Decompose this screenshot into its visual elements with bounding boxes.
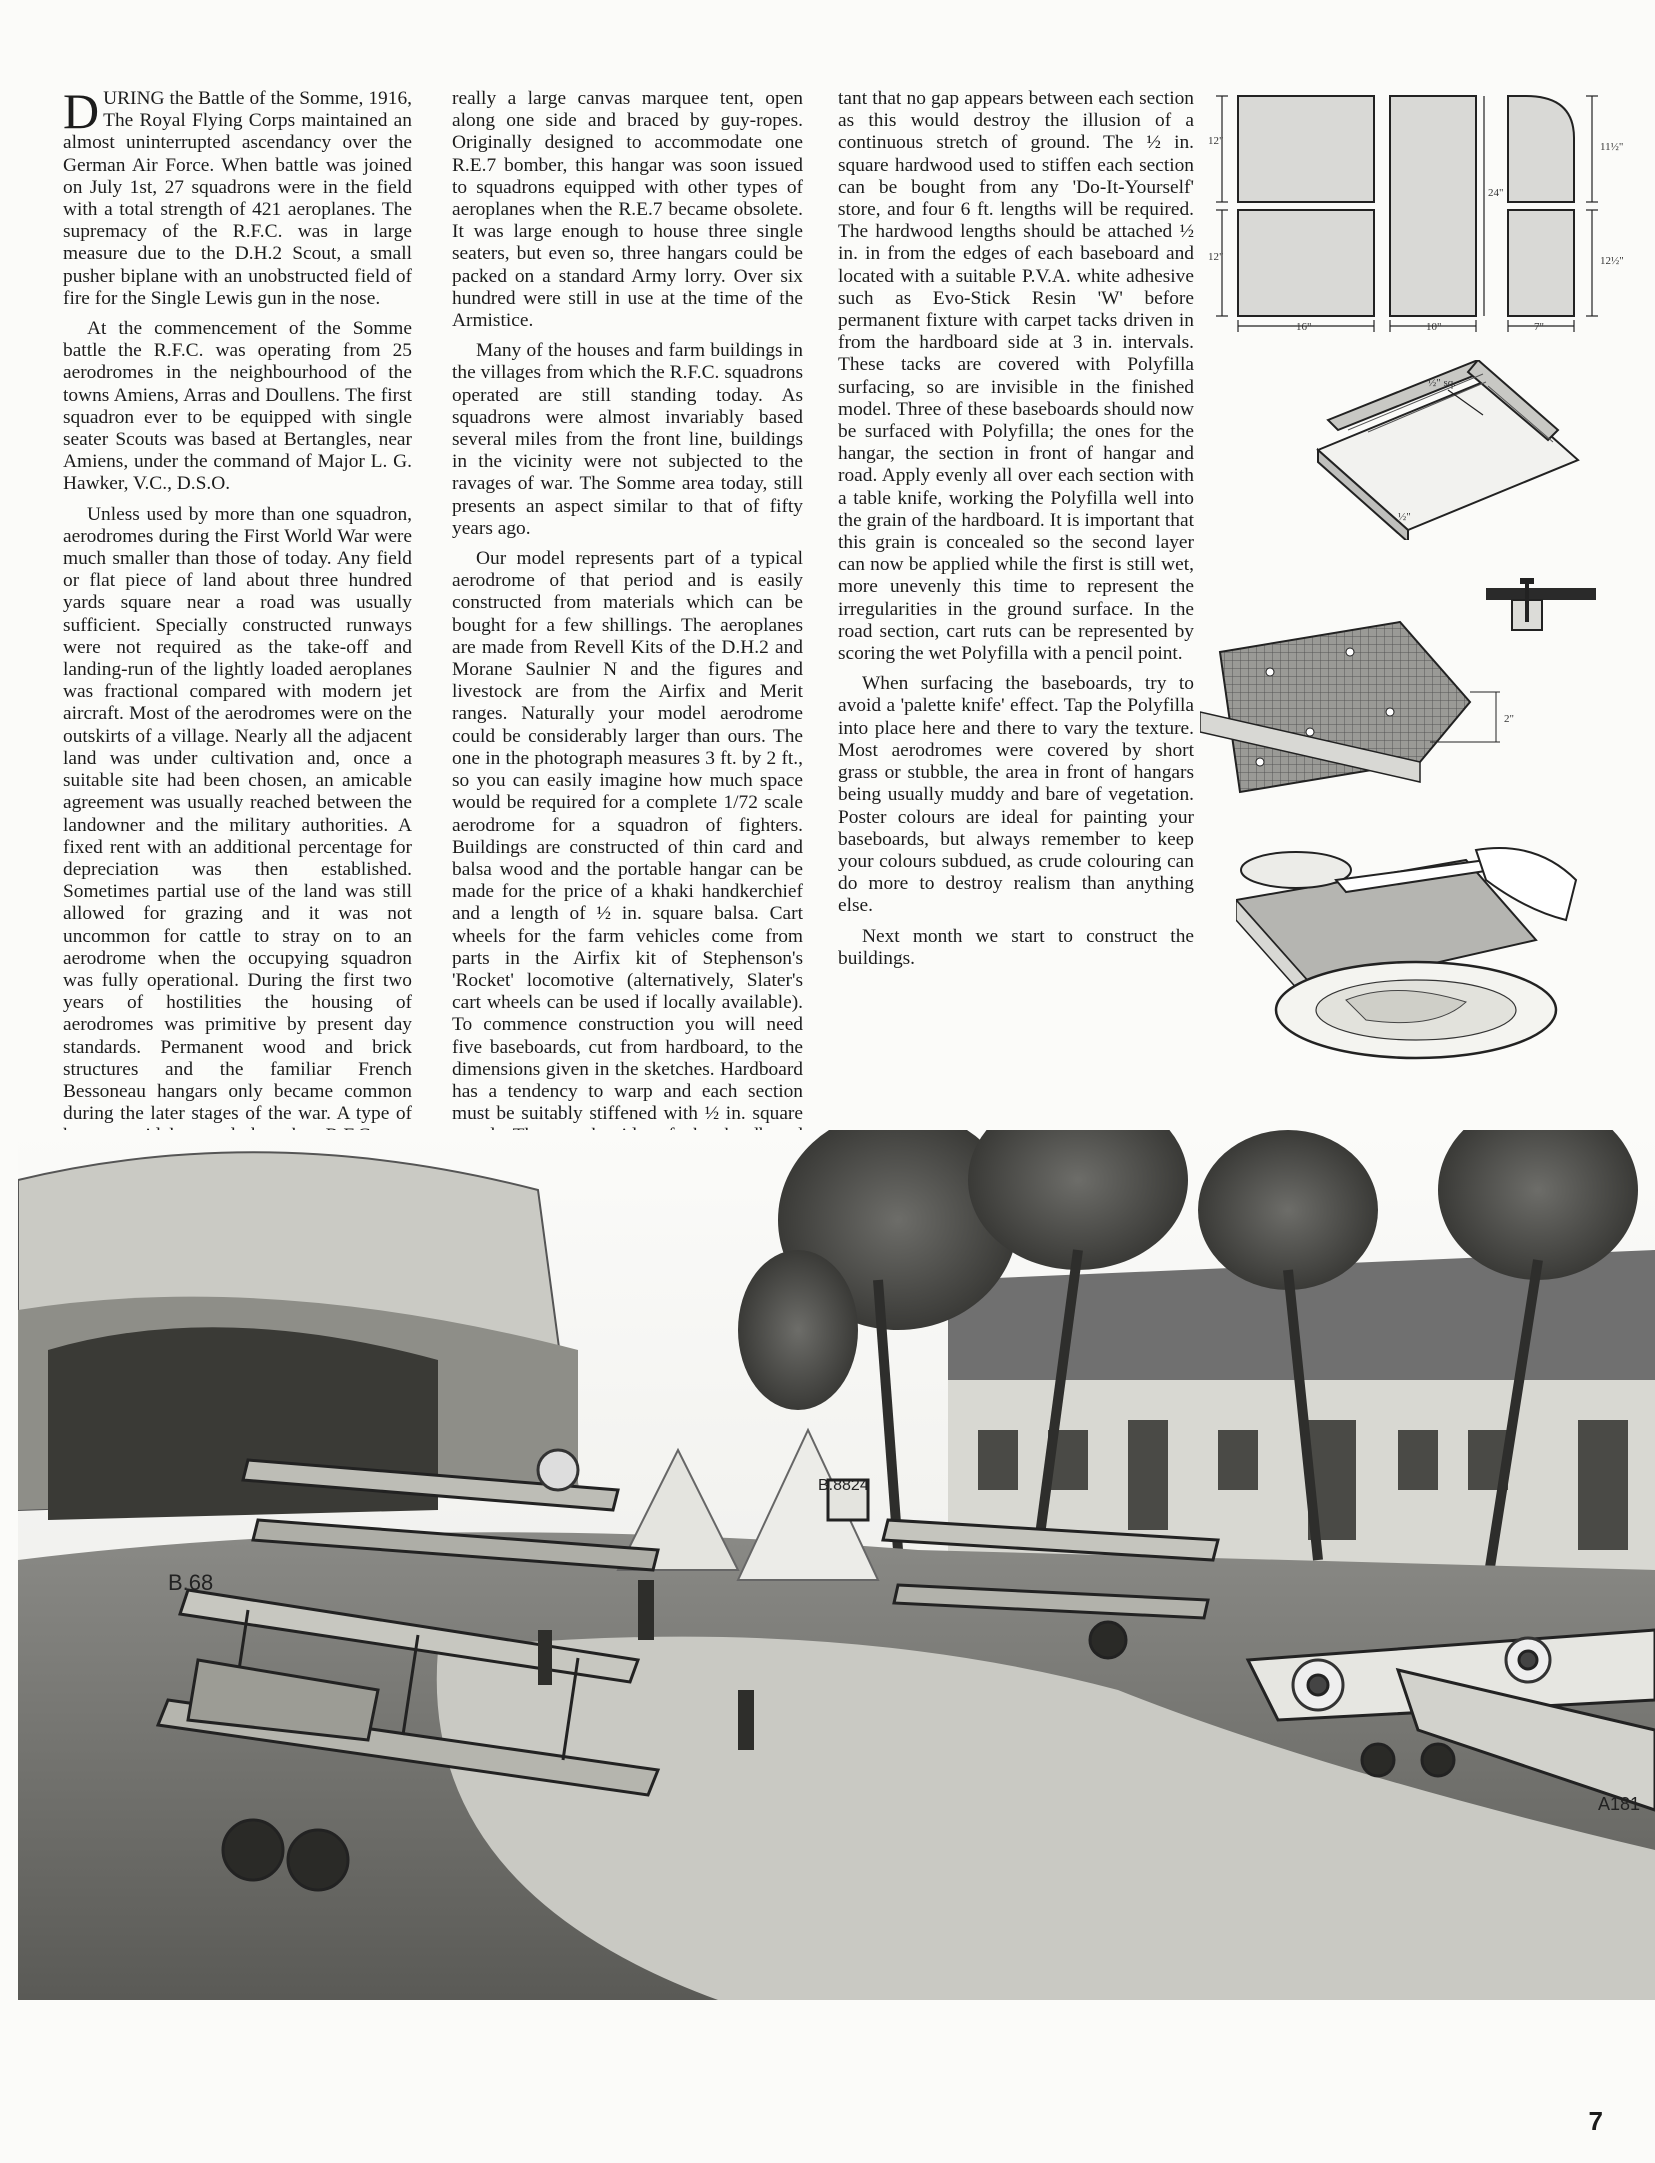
aircraft-serial: A181 — [1598, 1794, 1641, 1814]
drop-cap: D — [63, 83, 100, 139]
dimension-label: 11½" — [1600, 141, 1624, 153]
article-paragraph: really a large canvas marquee tent, open along one side and braced by guy-ropes. Originally designed to accommodate one R.E.7 bomber, this hangar was soon issued to squadrons equipped with other types of aeroplanes when the R.E.7 became obsolete. It was large enough to house three single seaters, but even so, three hangars could be packed on a standard Army lorry. Over six hundred were still in use at the time of the Armistice. — [452, 88, 803, 332]
article-column-3 — [838, 88, 1194, 978]
page-number: 7 — [1588, 2106, 1603, 2136]
article-paragraph: When surfacing the baseboards, try to avoid a 'palette knife' effect. Tap the Polyfilla into place here and there to vary the texture. Most aerodromes were covered by short grass or stubble, the area in front of hangars being usually muddy and bare of vegetation. Poster colours are ideal for painting your baseboards, but always remember to keep your colours subdued, as crude colouring can do more to destroy realism than anything else. — [838, 673, 1194, 917]
palette-knife-sketch — [1236, 830, 1601, 1070]
dimension-label: ½" sq. — [1428, 377, 1457, 389]
article-paragraph: tant that no gap appears between each section as this would destroy the illusion of a continuous stretch of ground. The ½ in. square hardwood used to stiffen each section can be bought from any 'Do-It-Yourself' store, and four 6 ft. lengths will be required. The hardwood lengths should be attached ½ in. in from the edges of each baseboard and located with a suitable P.V.A. white adhesive such as Evo-Stick Resin 'W' before permanent fixture with carpet tacks driven in from the hardboard side at 3 in. intervals. These tacks are covered with Polyfilla surfacing, so are invisible in the finished model. Three of these baseboards should now be surfaced with Polyfilla; the ones for the hangar, the section in front of hangar and road. Apply evenly all over each section with a table knife, working the Polyfilla well into the grain of the hardboard. It is important that this grain is concealed so the second layer can now be applied while the first is still wet, more unevenly this time to represent the irregularities in the ground surface. In the road section, cart ruts can be represented by scoring the wet Polyfilla with a pencil point. — [838, 88, 1194, 665]
dimension-label: 16" — [1296, 321, 1312, 333]
article-paragraph — [63, 83, 412, 310]
dimension-label: 7" — [1534, 321, 1544, 333]
corner-stiffener-sketch — [1308, 360, 1598, 540]
baseboard-dimension-sketch — [1208, 88, 1628, 333]
article-paragraph: Many of the houses and farm buildings in the villages from which the R.F.C. squadrons operated are still standing today. As squadrons were almost invariably based several miles from the front line, buildings in the vicinity were not subjected to the ravages of war. The Somme area today, still presents an aspect similar to that of fifty years ago. — [452, 340, 803, 539]
dimension-label: 12½" — [1600, 255, 1624, 267]
dimension-label: 24" — [1488, 187, 1504, 199]
dimension-label: 2" — [1504, 713, 1514, 725]
dimension-label: 10" — [1426, 321, 1442, 333]
aircraft-serial: B.8824 — [818, 1477, 869, 1494]
paragraph-text: URING the Battle of the Somme, 1916, The Royal Flying Corps maintained an almost uninterrupted ascendancy over the German Air Force. When battle was joined on July 1st, 27 squadrons were in the field with a total strength of 421 aeroplanes. The supremacy of the R.F.C. was in large measure due to the D.H.2 Scout, a small pusher biplane with an unobstructed field of fire for the Single Lewis gun in the nose. — [63, 88, 412, 309]
dimension-label: ½" — [1398, 511, 1411, 523]
dimension-label: 12" — [1208, 135, 1224, 147]
textured-baseboard-sketch — [1200, 612, 1560, 812]
article-paragraph: At the commencement of the Somme battle the R.F.C. was operating from 25 aerodromes in the neighbourhood of the towns Amiens, Arras and Doullens. The first squadron ever to be equipped with single seater Scouts was based at Bertangles, near Amiens, under the command of Major L. G. Hawker, V.C., D.S.O. — [63, 318, 412, 495]
article-paragraph: Unless used by more than one squadron, aerodromes during the First World War were much smaller than those of today. Any field or flat piece of land about three hundred yards square near a road was usually sufficient. Specially constructed runways were not required as the take-off and landing-run of the lightly loaded aeroplanes was fractional compared with modern jet aircraft. Most of the aerodromes were on the outskirts of a village. Nearly all the adjacent land was under cultivation and, once a suitable site had been chosen, an amicable agreement was usually reached between the landowner and the military authorities. A fixed rent with an additional percentage for depreciation was then established. Sometimes partial use of the land was still allowed for grazing and it was not uncommon for cattle to stray on to an aerodrome when the occupying squadron was fully operational. During the first two years of hostilities the housing of aerodromes was primitive by present day standards. Permanent wood and brick structures and the familiar French Bessoneau hangars only became common during the later stages of the war. A type of — [63, 503, 412, 1125]
article-paragraph: Our model represents part of a typical aerodrome of that period and is easily constructed from materials which can be bought for a few shillings. The aeroplanes are made from Revell Kits of the D.H.2 and Morane Saulnier N and the figures and livestock are from the Airfix and Merit ranges. Naturally your model aerodrome could be considerably larger than ours. The one in the photograph measures 3 ft. by 2 ft., so you can easily imagine how much space would be required for a complete 1/72 scale aerodrome for a squadron of fighters. Buildings are constructed of thin card and balsa wood and the portable hangar can be made for the price of a khaki handkerchief and a length of ½ in. square balsa. Cart wheels for the farm vehicles come from parts in the Airfix kit of Stephenson's 'Rocket' locomotive (alternatively, Slater's cart wheels can be used if locally available). To commence construction you will need five baseboards, cut from hardboard, to the dimensions given in the sketches. Hardboard has a tendency to warp and each section must be suitably stiffened with ½ in. square — [452, 548, 803, 1125]
article-column-1 — [63, 83, 412, 1200]
article-column-2 — [452, 88, 803, 1244]
aircraft-serial: B.68 — [168, 1570, 214, 1595]
model-aerodrome-photograph — [18, 1130, 1655, 2000]
article-paragraph: Next month we start to construct the buildings. — [838, 925, 1194, 969]
dimension-label: 12" — [1208, 251, 1224, 263]
